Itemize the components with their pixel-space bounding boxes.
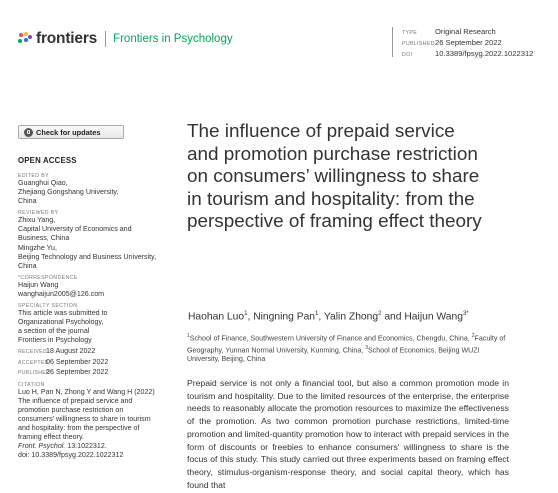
author-name[interactable]: Haijun Wang [404, 311, 463, 323]
author-affiliation-mark: 1 [315, 311, 319, 317]
affiliation-2: Faculty of Geography, Yunnan Normal University, Kunming, China, [187, 334, 506, 354]
author-name[interactable]: Yalin Zhong [323, 311, 379, 323]
citation-doi[interactable]: doi: 10.3389/fpsyg.2022.1022312 [18, 451, 124, 460]
logo-dot [24, 38, 28, 42]
edited-by-label: EDITED BY [18, 173, 49, 179]
article-sidebar [18, 156, 168, 460]
logo-divider [105, 31, 106, 47]
date-accepted: ACCEPTED06 September 2022 [18, 357, 109, 366]
correspondence-label: *CORRESPONDENCE [18, 274, 78, 281]
author-affiliation-mark: 1 [244, 311, 248, 317]
abstract-text: Prepaid service is not only a financial tool, but also a common promotion mode in tourism and hospitality. Due to the limited resources of the enterprise, the enterprise needs to reasonably allocate the promotion resources to maximize the effectiveness of the promotion. As two common promotion purchase restrictions, limited-time promotion and limited-quantity promotion how to interact with prepaid services in the form of discounts or freebies to enhance consumers' willingness to share is the focus of this study. This study carried out three experiments based on framing effect theory, stimulus-organism-response theory, and social capital theory, which has found that [187, 378, 509, 490]
check-for-updates-label: Check for updates [36, 127, 101, 137]
author-separator: , [247, 311, 254, 323]
publisher-name: frontiers [36, 30, 98, 47]
article-meta [392, 27, 533, 57]
meta-published: PUBLISHED26 September 2022 [402, 38, 502, 47]
author-affiliation-mark: 3* [462, 311, 469, 317]
correspondence-email[interactable]: wanghaijun2005@126.com [18, 289, 105, 298]
logo-dot [28, 35, 32, 39]
logo-dot [18, 39, 22, 43]
correspondence-info: Haijun Wang wanghaijun2005@126.com [18, 281, 168, 299]
logo-dot [19, 33, 23, 37]
check-for-updates-button[interactable] [18, 125, 124, 139]
author-name[interactable]: Ningning Pan [253, 311, 316, 323]
reviewer-info: Zhixu Yang, Capital University of Economics and Business, China Mingzhe Yu, Beijing Technology and Business University, China [18, 216, 157, 270]
author-separator: , [318, 311, 324, 323]
editor-info: Guanghui Qiao, Zhejiang Gongshang University, China [18, 179, 119, 206]
specialty-section-label: SPECIALTY SECTION [18, 303, 78, 310]
author-name[interactable]: Haohan Luo [188, 311, 245, 323]
author-separator: and [381, 311, 405, 323]
update-icon [24, 128, 33, 137]
author-list [188, 311, 469, 322]
open-access-label: OPEN ACCESS [18, 156, 77, 165]
meta-doi[interactable]: DOI 10.3389/fpsyg.2022.1022312 [402, 49, 534, 58]
reviewed-by-label: REVIEWED BY [18, 210, 59, 217]
journal-name[interactable]: Frontiers in Psychology [113, 33, 233, 45]
specialty-info: This article was submitted to Organizational Psychology, a section of the journal Frontiers in Psychology [18, 309, 108, 345]
author-affiliation-mark: 2 [378, 311, 382, 317]
meta-type: TYPE Original Research [402, 27, 496, 36]
date-published: PUBLISHED26 September 2022 [18, 367, 109, 376]
citation-label: CITATION [18, 381, 45, 388]
publisher-logo[interactable] [18, 30, 233, 48]
frontiers-logo-icon [18, 32, 32, 46]
affiliation-1: School of Finance, Southwestern University of Finance and Economics, Chengdu, China, [189, 334, 472, 343]
citation-info: Luo H, Pan N, Zhong Y and Wang H (2022) The influence of prepaid service and promotion purchase restriction on consumers' willingness to share in tourism and hospitality: from the perspective of framing effect theory. Front. Psychol. 13:1022312. doi: 10.3389/fpsyg.2022.1022312 [18, 388, 168, 461]
article-title: The influence of prepaid service and promotion purchase restriction on consumers’ willingness to share in tourism and hospitality: from the perspective of framing effect theory [187, 121, 482, 233]
date-received: RECEIVED18 August 2022 [18, 347, 96, 356]
affiliations: $^1$School of Finance, Southwestern University of Finance and Economics, Chengdu, China, $^2$Faculty of Geography, Yunnan Normal University, Kunming, China, $^3$School of Economics, Beijing WUZI University, Beijing, China [187, 333, 506, 364]
article-dates [18, 347, 168, 377]
affiliation-3: School of Economics, Beijing WUZI University, Beijing, China [187, 345, 480, 364]
citation-journal: Front. Psychol. 13:1022312. [18, 442, 107, 451]
